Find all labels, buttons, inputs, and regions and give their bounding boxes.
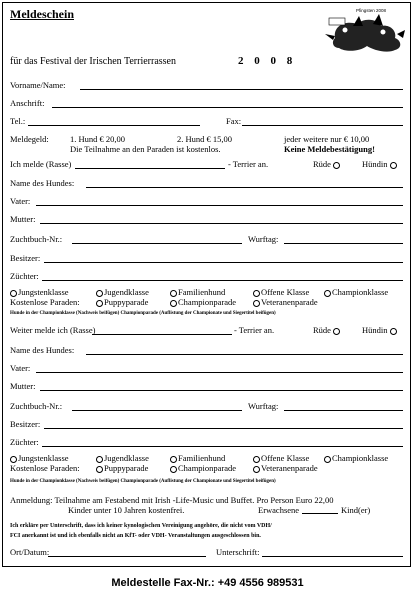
dog1-owner-field[interactable]: [44, 262, 403, 263]
dog1-parade-puppy[interactable]: [96, 298, 148, 307]
radio-icon[interactable]: [253, 456, 260, 463]
dinner-registration: Anmeldung: Teilnahme am Festabend mit Irish -Life-Music und Buffet. Pro Person Euro 22,00: [10, 495, 334, 505]
fax-label: Fax:: [226, 116, 242, 126]
signature-label: Unterschrift:: [216, 547, 260, 557]
signature-field[interactable]: [262, 556, 403, 557]
radio-icon[interactable]: [170, 300, 177, 307]
radio-icon[interactable]: [253, 466, 260, 473]
class-label: Championklasse: [332, 287, 389, 297]
radio-icon[interactable]: [10, 456, 17, 463]
dog2-breeder-field[interactable]: [42, 446, 403, 447]
class-label: Jugendklasse: [104, 453, 149, 463]
logo-caption: Pfingsten 2008: [356, 8, 387, 13]
place-date-label: Ort/Datum:: [10, 547, 50, 557]
no-confirmation-note: Keine Meldebestätigung!: [284, 144, 375, 154]
radio-icon[interactable]: [96, 300, 103, 307]
dog1-litter-label: Wurftag:: [248, 234, 279, 244]
dog1-father-label: Vater:: [10, 196, 31, 206]
dog1-class-offen[interactable]: [253, 288, 309, 297]
class-label: Jungstenklasse: [18, 287, 69, 297]
radio-icon[interactable]: [324, 456, 331, 463]
dog1-litter-field[interactable]: [284, 243, 403, 244]
dog1-owner-label: Besitzer:: [10, 253, 41, 263]
fax-field[interactable]: [242, 125, 403, 126]
dog2-name-field[interactable]: [86, 354, 403, 355]
dog1-male-label: Rüde: [313, 159, 331, 169]
dog1-class-champion[interactable]: [324, 288, 388, 297]
dog2-class-familie[interactable]: [170, 454, 225, 463]
dog2-parade-veteran[interactable]: [253, 464, 318, 473]
dog1-female-radio[interactable]: [390, 162, 397, 169]
dog2-litter-label: Wurftag:: [248, 401, 279, 411]
radio-icon[interactable]: [324, 290, 331, 297]
dog1-name-field[interactable]: [86, 187, 403, 188]
class-label: Offene Klasse: [261, 453, 310, 463]
dog2-mother-label: Mutter:: [10, 381, 36, 391]
dog1-male-radio[interactable]: [333, 162, 340, 169]
address-field[interactable]: [52, 107, 403, 108]
parade-label: Championparade: [178, 463, 237, 473]
dog2-studbook-field[interactable]: [72, 410, 242, 411]
dog1-class-familie[interactable]: [170, 288, 225, 297]
dog1-father-field[interactable]: [36, 205, 403, 206]
dog1-breed-label: Ich melde (Rasse): [10, 159, 72, 169]
dog1-parades-label: Kostenlose Paraden:: [10, 297, 80, 307]
parade-label: Puppyparade: [104, 463, 149, 473]
dog2-studbook-label: Zuchtbuch-Nr.:: [10, 401, 63, 411]
dog2-terrier-label: - Terrier an.: [234, 325, 275, 335]
dog2-class-champion[interactable]: [324, 454, 388, 463]
dog2-parades-label: Kostenlose Paraden:: [10, 463, 80, 473]
tel-label: Tel.:: [10, 116, 26, 126]
festival-title: für das Festival der Irischen Terrierrassen: [10, 56, 176, 67]
children-free-note: Kinder unter 10 Jahren kostenfrei.: [68, 505, 185, 515]
dog1-studbook-field[interactable]: [72, 243, 242, 244]
dog2-owner-label: Besitzer:: [10, 419, 41, 429]
adults-label: Erwachsene: [258, 505, 300, 515]
dog2-male-radio[interactable]: [333, 328, 340, 335]
radio-icon[interactable]: [253, 300, 260, 307]
radio-icon[interactable]: [170, 290, 177, 297]
parade-label: Puppyparade: [104, 297, 149, 307]
class-label: Offene Klasse: [261, 287, 310, 297]
declaration-line-1: Ich erkläre per Unterschrift, dass ich keiner kynologischen Vereinigung angehöre, die nicht vom VDH/: [10, 523, 272, 529]
radio-icon[interactable]: [253, 290, 260, 297]
dog1-studbook-label: Zuchtbuch-Nr.:: [10, 234, 63, 244]
class-label: Jungstenklasse: [18, 453, 69, 463]
place-date-field[interactable]: [48, 556, 206, 557]
fees-label: Meldegeld:: [10, 134, 49, 144]
class-label: Championklasse: [332, 453, 389, 463]
radio-icon[interactable]: [170, 456, 177, 463]
parade-free-note: Die Teilnahme an den Paraden ist kostenlos.: [70, 144, 221, 154]
name-field[interactable]: [80, 89, 403, 90]
dog1-breeder-label: Züchter:: [10, 271, 39, 281]
dog1-breed-field[interactable]: [75, 168, 225, 169]
radio-icon[interactable]: [96, 456, 103, 463]
fee-first-dog: 1. Hund € 20,00: [70, 134, 126, 144]
dog2-father-label: Vater:: [10, 363, 31, 373]
parade-label: Veteranenparade: [261, 297, 318, 307]
dog1-class-jungsten[interactable]: [10, 288, 69, 297]
dog2-breed-field[interactable]: [92, 334, 232, 335]
kids-label: Kind(er): [341, 505, 371, 515]
dog2-female-label: Hündin: [362, 325, 388, 335]
dog1-parade-veteran[interactable]: [253, 298, 318, 307]
form-title: Meldeschein: [10, 7, 74, 21]
dog1-mother-field[interactable]: [40, 223, 403, 224]
dog1-male-option[interactable]: [313, 160, 341, 169]
dog2-breeder-label: Züchter:: [10, 437, 39, 447]
fee-further-dog: jeder weitere nur € 10,00: [284, 134, 370, 144]
dog2-owner-field[interactable]: [44, 428, 403, 429]
parade-label: Veteranenparade: [261, 463, 318, 473]
dog1-class-jugend[interactable]: [96, 288, 149, 297]
dog2-parade-champion[interactable]: [170, 464, 236, 473]
dog2-litter-field[interactable]: [284, 410, 403, 411]
tel-field[interactable]: [28, 125, 200, 126]
dog2-parade-puppy[interactable]: [96, 464, 148, 473]
radio-icon[interactable]: [96, 466, 103, 473]
dog2-class-jugend[interactable]: [96, 454, 149, 463]
dog2-mother-field[interactable]: [40, 390, 403, 391]
dog2-female-option[interactable]: [362, 326, 398, 335]
address-label: Anschrift:: [10, 98, 45, 108]
fax-footer: Meldestelle Fax-Nr.: +49 4556 989531: [111, 577, 304, 589]
dog1-name-label: Name des Hundes:: [10, 178, 75, 188]
festival-year: 2 0 0 8: [238, 55, 297, 67]
dog2-class-jungsten[interactable]: [10, 454, 69, 463]
dog2-female-radio[interactable]: [390, 328, 397, 335]
declaration-line-2: FCI anerkannt ist und ich ebenfalls nicht an KfT- oder VDH- Veranstaltungen ausgeschlossen bin.: [10, 533, 261, 539]
dog2-male-option[interactable]: [313, 326, 341, 335]
class-label: Familienhund: [178, 453, 226, 463]
dog1-parade-champion[interactable]: [170, 298, 236, 307]
dog1-female-option[interactable]: [362, 160, 398, 169]
dog1-breeder-field[interactable]: [42, 280, 403, 281]
dog1-female-label: Hündin: [362, 159, 388, 169]
dog1-class-note: Hunde in der Championklasse (Nachweis beifügen) Championparade (Auflistung der Championate und Siegertitel beifügen): [10, 311, 276, 316]
radio-icon[interactable]: [10, 290, 17, 297]
dog1-mother-label: Mutter:: [10, 214, 36, 224]
dog2-father-field[interactable]: [36, 372, 403, 373]
dog2-class-offen[interactable]: [253, 454, 309, 463]
dog2-name-label: Name des Hundes:: [10, 345, 75, 355]
parade-label: Championparade: [178, 297, 237, 307]
dog2-male-label: Rüde: [313, 325, 331, 335]
dog1-terrier-label: - Terrier an.: [228, 159, 269, 169]
class-label: Familienhund: [178, 287, 226, 297]
radio-icon[interactable]: [96, 290, 103, 297]
dog2-class-note: Hunde in der Championklasse (Nachweis beifügen) Championparade (Auflistung der Championate und Siegertitel beifügen): [10, 479, 276, 484]
adults-count-field[interactable]: [302, 513, 338, 514]
fee-second-dog: 2. Hund € 15,00: [177, 134, 233, 144]
class-label: Jugendklasse: [104, 287, 149, 297]
dog2-breed-label: Weiter melde ich (Rasse): [10, 325, 96, 335]
name-label: Vorname/Name:: [10, 80, 66, 90]
radio-icon[interactable]: [170, 466, 177, 473]
